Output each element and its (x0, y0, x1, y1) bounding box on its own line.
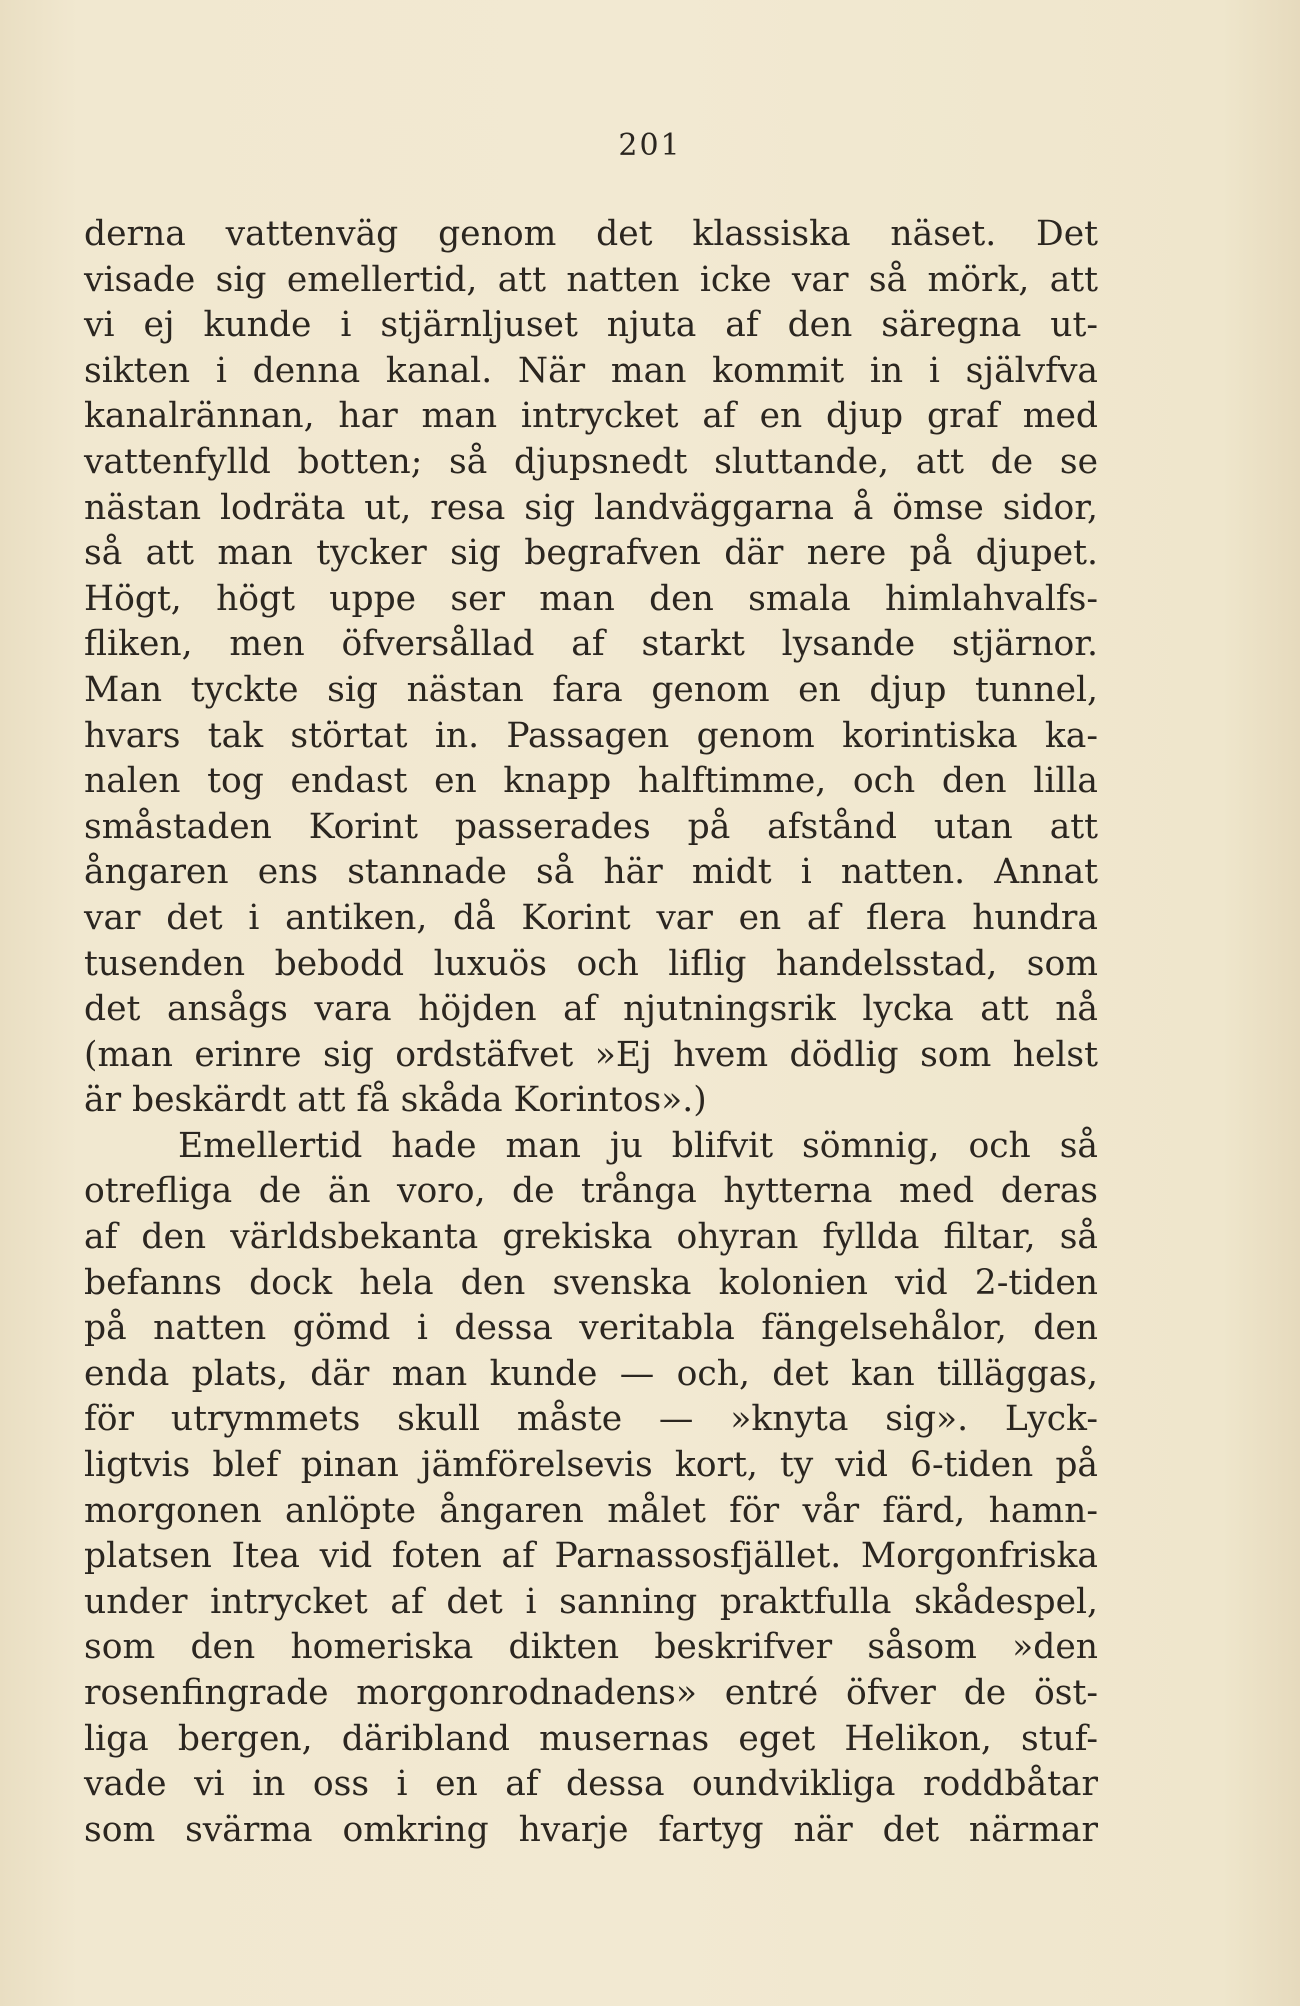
text-line: är beskärdt att få skåda Korintos».) (84, 1080, 707, 1121)
text-line: Man tyckte sig nästan fara genom en djup tunnel, (84, 669, 1098, 710)
text-line: tusenden bebodd luxuös och liflig handelsstad, som (84, 943, 1098, 984)
page-number: 201 (618, 128, 682, 163)
text-line: otrefliga de än voro, de trånga hytterna med deras (84, 1171, 1098, 1212)
text-line: småstaden Korint passerades på afstånd utan att (84, 806, 1098, 847)
text-line: var det i antiken, då Korint var en af flera hundra (84, 897, 1098, 938)
text-line: fliken, men öfversållad af starkt lysande stjärnor. (84, 624, 1098, 665)
text-line: (man erinre sig ordstäfvet »Ej hvem dödlig som helst (84, 1034, 1098, 1075)
text-line: Högt, högt uppe ser man den smala himlahvalfs- (84, 578, 1098, 619)
text-line: befanns dock hela den svenska kolonien vid 2-tiden (84, 1262, 1098, 1303)
text-line: platsen Itea vid foten af Parnassosfjället. Morgonfriska (84, 1536, 1098, 1577)
text-line: hvars tak störtat in. Passagen genom korintiska ka- (84, 715, 1098, 756)
text-line: som den homeriska dikten beskrifver såsom »den (84, 1627, 1098, 1668)
text-line: derna vattenväg genom det klassiska näset. Det (84, 214, 1098, 254)
text-line: så att man tycker sig begrafven där nere på djupet. (84, 533, 1098, 574)
text-line: af den världsbekanta grekiska ohyran fyllda filtar, så (84, 1217, 1098, 1258)
text-line: det ansågs vara höjden af njutningsrik lycka att nå (84, 989, 1098, 1030)
text-line: vade vi in oss i en af dessa oundvikliga roddbåtar (84, 1764, 1098, 1805)
text-line: vattenfylld botten; så djupsnedt sluttande, att de se (84, 441, 1098, 482)
text-line: rosenfingrade morgonrodnadens» entré öfver de öst- (84, 1673, 1098, 1713)
text-line: morgonen anlöpte ångaren målet för vår färd, hamn- (84, 1490, 1098, 1531)
text-line: enda plats, där man kunde — och, det kan tilläggas, (84, 1353, 1098, 1394)
text-line: kanalrännan, har man intrycket af en djup graf med (84, 396, 1098, 437)
text-line: för utrymmets skull måste — »knyta sig». Lyck- (84, 1399, 1098, 1440)
body-text (84, 212, 1098, 1853)
text-line: nalen tog endast en knapp halftimme, och den lilla (84, 761, 1098, 802)
text-line: vi ej kunde i stjärnljuset njuta af den säregna ut- (84, 305, 1098, 346)
text-line: som svärma omkring hvarje fartyg när det närmar (84, 1809, 1098, 1850)
text-line: sikten i denna kanal. När man kommit in i självfva (84, 350, 1098, 391)
text-line: på natten gömd i dessa veritabla fängelsehålor, den (84, 1308, 1098, 1349)
text-line: ligtvis blef pinan jämförelsevis kort, ty vid 6-tiden på (84, 1445, 1098, 1486)
text-line: visade sig emellertid, att natten icke var så mörk, att (84, 259, 1098, 300)
text-line: under intrycket af det i sanning praktfulla skådespel, (84, 1581, 1098, 1622)
text-line: Emellertid hade man ju blifvit sömnig, och så (178, 1125, 1098, 1166)
text-line: ångaren ens stannade så här midt i natten. Annat (84, 852, 1098, 893)
text-line: nästan lodräta ut, resa sig landväggarna å ömse sidor, (84, 487, 1098, 528)
text-line: liga bergen, däribland musernas eget Helikon, stuf- (84, 1718, 1098, 1759)
